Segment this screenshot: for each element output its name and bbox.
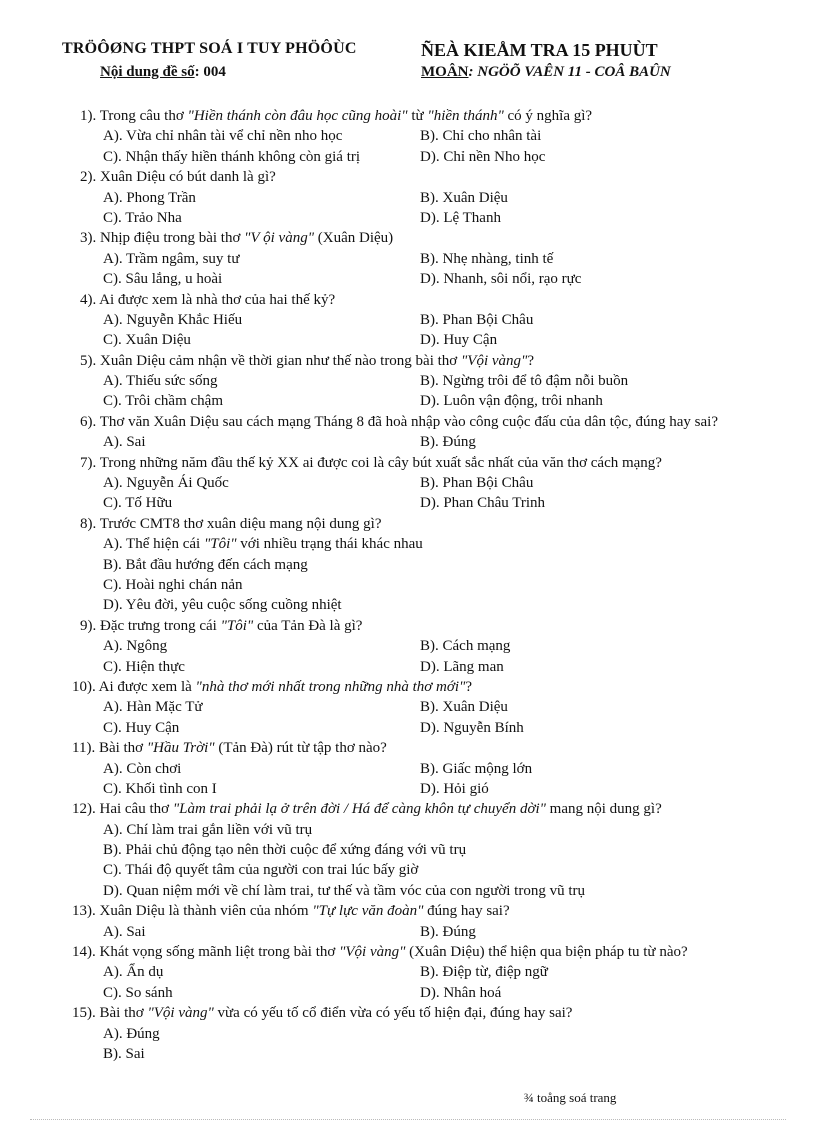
option-d[interactable]: D). Lệ Thanh: [420, 209, 501, 226]
quoted-phrase: "Hầu Trời": [146, 740, 215, 757]
option-b[interactable]: B). Bắt đầu hướng đến cách mạng: [103, 556, 308, 573]
question-item: [0, 290, 816, 351]
option-row: [0, 310, 816, 330]
option-row: [0, 391, 816, 411]
option-b[interactable]: B). Phan Bội Châu: [420, 311, 534, 328]
answer-options: [0, 432, 816, 452]
question-item: [0, 942, 816, 1003]
option-a[interactable]: A). Chí làm trai gắn liền với vũ trụ: [103, 821, 313, 838]
quoted-phrase: "Tự lực văn đoàn": [312, 903, 424, 920]
question-item: [0, 228, 816, 289]
option-d[interactable]: D). Hỏi gió: [420, 780, 489, 797]
question-item: [0, 677, 816, 738]
question-stem: 10). Ai được xem là "nhà thơ mới nhất trong những nhà thơ mới"?: [72, 678, 472, 695]
question-item: [0, 738, 816, 799]
option-a[interactable]: A). Đúng: [103, 1025, 160, 1042]
question-stem: 8). Trước CMT8 thơ xuân diệu mang nội dung gì?: [80, 515, 382, 532]
quoted-phrase: "Tôi": [220, 617, 254, 634]
option-a[interactable]: A). Nguyễn Khắc Hiếu: [103, 311, 243, 328]
subject-label: MOÂN: [421, 64, 469, 80]
option-row: [0, 188, 816, 208]
answer-options: [0, 473, 816, 514]
exam-code: [100, 64, 226, 81]
exam-code-label: Nội dung đề số: [100, 64, 195, 80]
option-b[interactable]: B). Đúng: [420, 923, 476, 940]
question-item: [0, 167, 816, 228]
option-b[interactable]: B). Sai: [103, 1045, 145, 1062]
subject-value: : NGÖÕ VAÊN 11 - COÂ BAÛN: [468, 64, 671, 80]
option-row: [0, 881, 816, 901]
option-a[interactable]: A). Phong Trần: [103, 189, 196, 206]
option-a[interactable]: A). Ẩn dụ: [103, 964, 164, 981]
option-a[interactable]: A). Sai: [103, 434, 146, 451]
question-item: [0, 453, 816, 514]
question-item: [0, 901, 816, 942]
answer-options: [0, 534, 816, 616]
quoted-phrase: "Vội vàng": [339, 944, 406, 961]
answer-options: [0, 962, 816, 1003]
question-item: [0, 412, 816, 453]
option-row: [0, 779, 816, 799]
option-d[interactable]: D). Nhanh, sôi nổi, rạo rực: [420, 271, 582, 288]
quoted-phrase: "hiền thánh": [427, 108, 504, 124]
option-row: [0, 718, 816, 738]
option-d[interactable]: D). Phan Châu Trinh: [420, 495, 546, 512]
option-a[interactable]: A). Nguyễn Ái Quốc: [103, 475, 229, 492]
option-d[interactable]: D). Chỉ nền Nho học: [420, 148, 546, 165]
question-stem: 14). Khát vọng sống mãnh liệt trong bài thơ "Vội vàng" (Xuân Diệu) thể hiện qua biện pháp tu từ nào?: [72, 944, 688, 961]
option-b[interactable]: B). Nhẹ nhàng, tinh tế: [420, 250, 554, 267]
option-b[interactable]: B). Cách mạng: [420, 638, 511, 655]
quoted-phrase: "Hiền thánh còn đâu học cũng hoài": [187, 108, 408, 124]
option-c[interactable]: C). Khối tình con I: [103, 780, 217, 797]
option-row: [0, 759, 816, 779]
option-a[interactable]: A). Thể hiện cái "Tôi" với nhiều trạng thái khác nhau: [103, 536, 423, 553]
option-c[interactable]: C). Huy Cận: [103, 719, 180, 736]
answer-options: [0, 759, 816, 800]
answer-options: [0, 126, 816, 167]
question-stem: 4). Ai được xem là nhà thơ của hai thế kỷ?: [80, 291, 336, 308]
question-stem: 12). Hai câu thơ "Làm trai phải lạ ở trên đời / Há để càng khôn tự chuyển dời" mang nội dung gì?: [72, 801, 662, 818]
option-a[interactable]: A). Còn chơi: [103, 760, 182, 777]
option-row: [0, 820, 816, 840]
option-c[interactable]: C). Hoài nghi chán nản: [103, 576, 243, 593]
option-b[interactable]: B). Xuân Diệu: [420, 189, 508, 206]
quoted-phrase: "V ội vàng": [244, 230, 314, 247]
answer-options: [0, 371, 816, 412]
bottom-divider: [30, 1119, 786, 1120]
question-item: [0, 1003, 816, 1064]
answer-options: [0, 636, 816, 677]
answer-options: [0, 922, 816, 942]
answer-options: [0, 188, 816, 229]
answer-options: [0, 249, 816, 290]
question-stem: 5). Xuân Diệu cảm nhận về thời gian như thế nào trong bài thơ "Vội vàng"?: [80, 352, 534, 369]
option-b[interactable]: B). Điệp từ, điệp ngữ: [420, 964, 548, 981]
option-row: [0, 840, 816, 860]
quoted-phrase: "nhà thơ mới nhất trong những nhà thơ mới": [195, 678, 466, 695]
option-row: [0, 126, 816, 146]
option-c[interactable]: C). Hiện thực: [103, 658, 185, 675]
option-row: [0, 208, 816, 228]
option-row: [0, 595, 816, 615]
answer-options: [0, 1024, 816, 1065]
option-b[interactable]: B). Phải chủ động tạo nên thời cuộc để xứng đáng với vũ trụ: [103, 842, 467, 859]
question-stem: 6). Thơ văn Xuân Diệu sau cách mạng Tháng 8 đã hoà nhập vào công cuộc đấu của dân tộc, đúng hay sai?: [80, 413, 719, 430]
option-b[interactable]: B). Xuân Diệu: [420, 699, 508, 716]
question-item: [0, 106, 816, 167]
option-d[interactable]: D). Huy Cận: [420, 332, 498, 349]
option-c[interactable]: C). Sâu lắng, u hoài: [103, 271, 223, 288]
exam-header: [0, 40, 816, 88]
option-b[interactable]: B). Ngừng trôi để tô đậm nỗi buồn: [420, 373, 629, 390]
question-list: [0, 106, 816, 1064]
option-b[interactable]: B). Chỉ cho nhân tài: [420, 128, 542, 145]
option-c[interactable]: C). Trảo Nha: [103, 209, 182, 226]
option-row: [0, 432, 816, 452]
option-c[interactable]: C). Tố Hữu: [103, 495, 173, 512]
answer-options: [0, 310, 816, 351]
exam-code-value: : 004: [194, 64, 226, 80]
option-a[interactable]: A). Trầm ngâm, suy tư: [103, 250, 240, 267]
question-stem: 3). Nhịp điệu trong bài thơ "V ội vàng" (Xuân Diệu): [80, 230, 394, 247]
option-row: [0, 860, 816, 880]
option-row: [0, 922, 816, 942]
option-row: [0, 1044, 816, 1064]
option-d[interactable]: D). Quan niệm mới về chí làm trai, tư thế và tầm vóc của con người trong vũ trụ: [103, 882, 585, 899]
option-row: [0, 473, 816, 493]
option-row: [0, 657, 816, 677]
option-c[interactable]: C). So sánh: [103, 984, 173, 1001]
option-row: [0, 249, 816, 269]
answer-options: [0, 820, 816, 902]
option-row: [0, 575, 816, 595]
option-c[interactable]: C). Thái độ quyết tâm của người con trai lúc bấy giờ: [103, 862, 419, 879]
option-a[interactable]: A). Thiếu sức sống: [103, 373, 218, 390]
option-row: [0, 371, 816, 391]
option-d[interactable]: D). Nguyễn Bính: [420, 719, 524, 736]
option-b[interactable]: B). Đúng: [420, 434, 476, 451]
quoted-phrase: "Vội vàng": [147, 1005, 214, 1022]
question-stem: 7). Trong những năm đầu thế kỷ XX ai được coi là cây bút xuất sắc nhất của văn thơ cách mạng?: [80, 454, 662, 471]
option-row: [0, 1024, 816, 1044]
option-row: [0, 636, 816, 656]
question-stem: 15). Bài thơ "Vội vàng" vừa có yếu tố cổ điển vừa có yếu tố hiện đại, đúng hay sai?: [72, 1005, 573, 1022]
option-row: [0, 330, 816, 350]
option-row: [0, 534, 816, 554]
option-d[interactable]: D). Nhân hoá: [420, 984, 502, 1001]
page-footer: ¾ toång soá trang: [524, 1090, 617, 1105]
question-item: [0, 514, 816, 616]
option-a[interactable]: A). Hàn Mặc Tử: [103, 699, 203, 716]
option-row: [0, 269, 816, 289]
exam-subject: [421, 64, 671, 81]
exam-title: ÑEÀ KIEÅM TRA 15 PHUÙT: [421, 40, 658, 60]
quoted-phrase: "Làm trai phải lạ ở trên đời / Há để càng khôn tự chuyển dời": [172, 801, 546, 818]
quoted-phrase: "Vội vàng": [460, 352, 528, 369]
option-row: [0, 983, 816, 1003]
question-stem: 13). Xuân Diệu là thành viên của nhóm "Tự lực văn đoàn" đúng hay sai?: [72, 903, 510, 920]
question-stem: 9). Đặc trưng trong cái "Tôi" của Tản Đà là gì?: [80, 617, 363, 634]
question-stem: 1). Trong câu thơ "Hiền thánh còn đâu học cũng hoài" từ "hiền thánh" có ý nghĩa gì?: [80, 108, 593, 124]
option-a[interactable]: A). Vừa chỉ nhân tài vể chỉ nền nho học: [103, 128, 343, 145]
question-stem: 11). Bài thơ "Hầu Trời" (Tản Đà) rút từ tập thơ nào?: [72, 740, 387, 757]
question-item: [0, 351, 816, 412]
option-c[interactable]: C). Trôi chầm chậm: [103, 393, 223, 410]
option-c[interactable]: C). Xuân Diệu: [103, 332, 191, 349]
option-a[interactable]: A). Ngông: [103, 638, 168, 655]
option-a[interactable]: A). Sai: [103, 923, 146, 940]
option-b[interactable]: B). Giấc mộng lớn: [420, 760, 533, 777]
option-d[interactable]: D). Lãng man: [420, 658, 504, 675]
school-name: TRÖÔØNG THPT SOÁ I TUY PHÖÔÙC: [62, 40, 357, 57]
option-row: [0, 493, 816, 513]
option-d[interactable]: D). Luôn vận động, trôi nhanh: [420, 393, 603, 410]
option-b[interactable]: B). Phan Bội Châu: [420, 475, 534, 492]
option-row: [0, 697, 816, 717]
option-row: [0, 962, 816, 982]
option-row: [0, 555, 816, 575]
answer-options: [0, 697, 816, 738]
quoted-phrase: "Tôi": [203, 536, 237, 553]
question-item: [0, 799, 816, 901]
question-stem: 2). Xuân Diệu có bút danh là gì?: [80, 169, 276, 186]
option-c[interactable]: C). Nhận thấy hiền thánh không còn giá trị: [103, 148, 361, 165]
option-row: [0, 147, 816, 167]
question-item: [0, 616, 816, 677]
option-d[interactable]: D). Yêu đời, yêu cuộc sống cuồng nhiệt: [103, 597, 342, 614]
